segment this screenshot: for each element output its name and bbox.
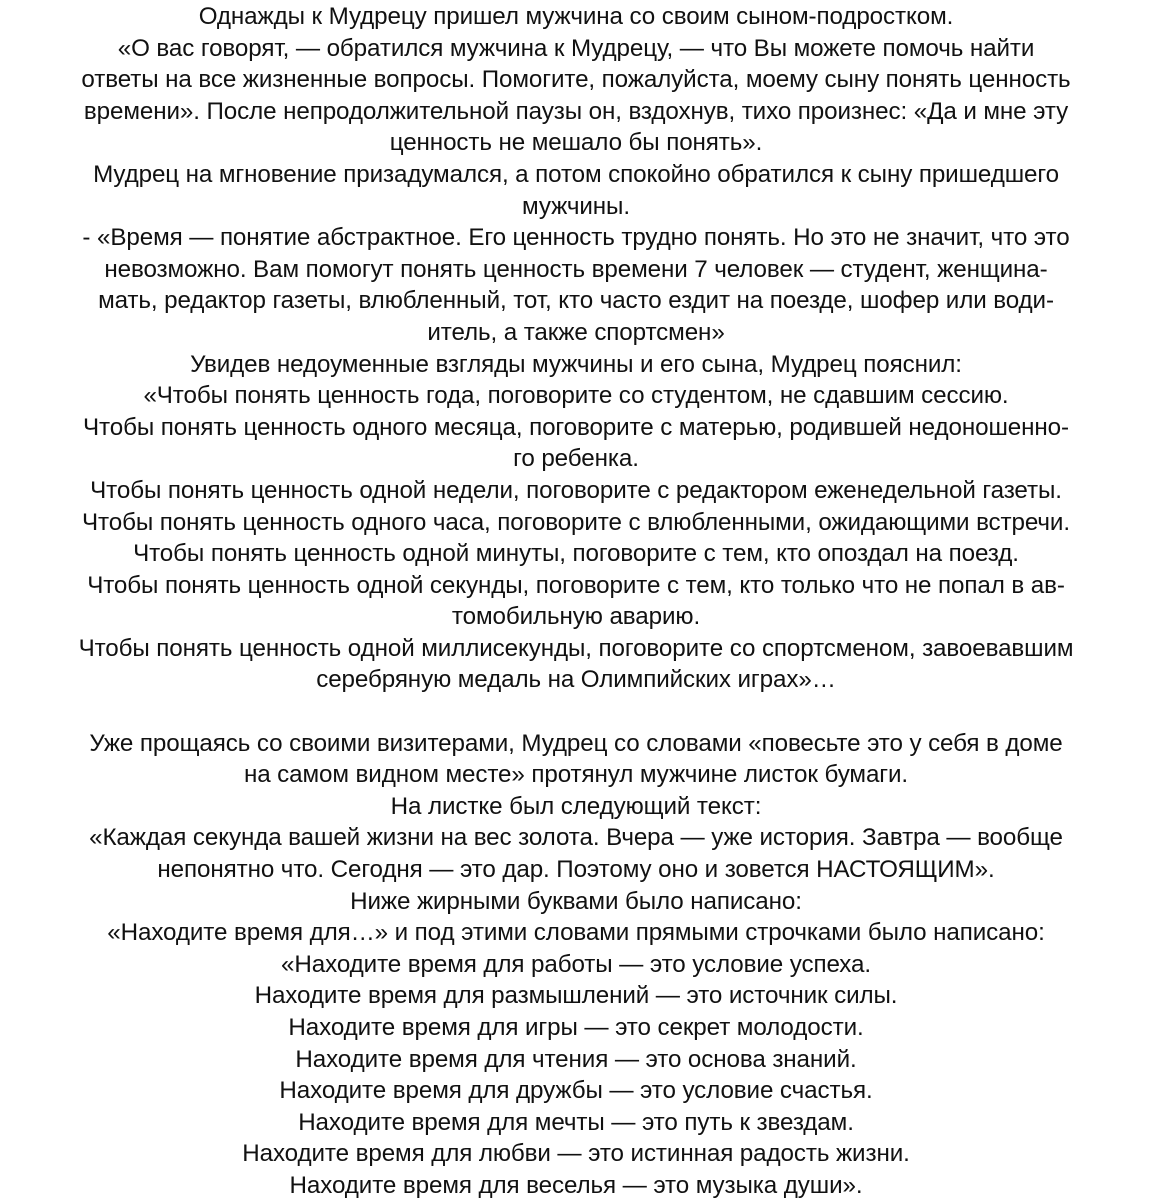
text-line-value-second-1: Чтобы понять ценность одной секунды, поговорите с тем, кто только что не попал в ав-	[87, 571, 1065, 599]
text-line-value-year: «Чтобы понять ценность года, поговорите со студентом, не сдавшим сессию.	[143, 382, 1009, 410]
text-line-note-text-2: непонятно что. Сегодня — это дар. Поэтому оно и зовется НАСТОЯЩИМ».	[157, 856, 995, 884]
text-line-sage-speech-2: невозможно. Вам помогут понять ценность времени 7 человек — студент, женщина-	[104, 255, 1048, 283]
text-line-value-hour: Чтобы понять ценность одного часа, поговорите с влюбленными, ожидающими встречи.	[82, 508, 1070, 536]
text-line-find-time-reading: Находите время для чтения — это основа знаний.	[295, 1045, 857, 1073]
text-line-value-month-2: го ребенка.	[513, 445, 639, 473]
text-line-sage-explains: Увидев недоуменные взгляды мужчины и его сына, Мудрец пояснил:	[190, 350, 962, 378]
text-line-note-intro: На листке был следующий текст:	[390, 792, 762, 820]
text-line-find-time-play: Находите время для игры — это секрет молодости.	[288, 1014, 864, 1041]
text-line-sage-pause-2: мужчины.	[522, 192, 630, 220]
text-line-value-month-1: Чтобы понять ценность одного месяца, поговорите с матерью, родившей недоношенно-	[83, 413, 1069, 441]
text-line-sage-pause-1: Мудрец на мгновение призадумался, а потом спокойно обратился к сыну пришедшего	[93, 160, 1059, 188]
text-line-bold-intro: Ниже жирными буквами было написано:	[350, 887, 802, 915]
text-line-find-time-reflection: Находите время для размышлений — это источник силы.	[254, 982, 898, 1010]
text-line-value-second-2: томобильную аварию.	[451, 603, 701, 631]
text-line-father-speech-2: ответы на все жизненные вопросы. Помогите, пожалуйста, моему сыну понять ценность	[81, 66, 1071, 94]
text-line-find-time-intro: «Находите время для…» и под этими словами прямыми строчками было написано:	[107, 919, 1045, 947]
text-line-value-millisecond-1: Чтобы понять ценность одной миллисекунды, поговорите со спортсменом, завоевавшим	[78, 634, 1074, 662]
text-line-intro: Однажды к Мудрецу пришел мужчина со своим сыном-подростком.	[198, 3, 954, 30]
text-line-sage-speech-1: - «Время — понятие абстрактное. Его ценность трудно понять. Но это не значит, что это	[82, 224, 1070, 252]
text-line-farewell-2: на самом видном месте» протянул мужчине листок бумаги.	[243, 761, 909, 789]
text-line-note-text-1: «Каждая секунда вашей жизни на вес золота. Вчера — уже история. Завтра — вообще	[89, 824, 1063, 852]
text-line-value-minute: Чтобы понять ценность одной минуты, поговорите с тем, кто опоздал на поезд.	[133, 540, 1019, 568]
text-line-find-time-dream: Находите время для мечты — это путь к звездам.	[298, 1108, 854, 1136]
text-line-sage-speech-3: мать, редактор газеты, влюбленный, тот, кто часто ездит на поезде, шофер или води-	[98, 287, 1054, 315]
text-line-value-millisecond-2: серебряную медаль на Олимпийских играх»…	[316, 666, 836, 694]
text-line-farewell-1: Уже прощаясь со своими визитерами, Мудрец со словами «повесьте это у себя в доме	[89, 729, 1063, 757]
text-line-value-week: Чтобы понять ценность одной недели, поговорите с редактором еженедельной газеты.	[90, 476, 1062, 504]
text-line-find-time-friendship: Находите время для дружбы — это условие счастья.	[279, 1077, 873, 1105]
text-line-find-time-work: «Находите время для работы — это условие успеха.	[281, 950, 871, 978]
text-line-father-speech-3: времени». После непродолжительной паузы он, вздохнув, тихо произнес: «Да и мне эту	[83, 97, 1069, 125]
text-line-father-speech-4: ценность не мешало бы понять».	[389, 129, 763, 157]
text-line-father-speech-1: «О вас говорят, — обратился мужчина к Мудрецу, — что Вы можете помочь найти	[117, 34, 1035, 62]
paragraph-spacer	[0, 696, 1152, 728]
text-line-sage-speech-4: итель, а также спортсмен»	[427, 318, 725, 346]
text-line-find-time-love: Находите время для любви — это истинная радость жизни.	[242, 1140, 910, 1168]
text-line-find-time-fun: Находите время для веселья — это музыка души».	[289, 1171, 863, 1199]
